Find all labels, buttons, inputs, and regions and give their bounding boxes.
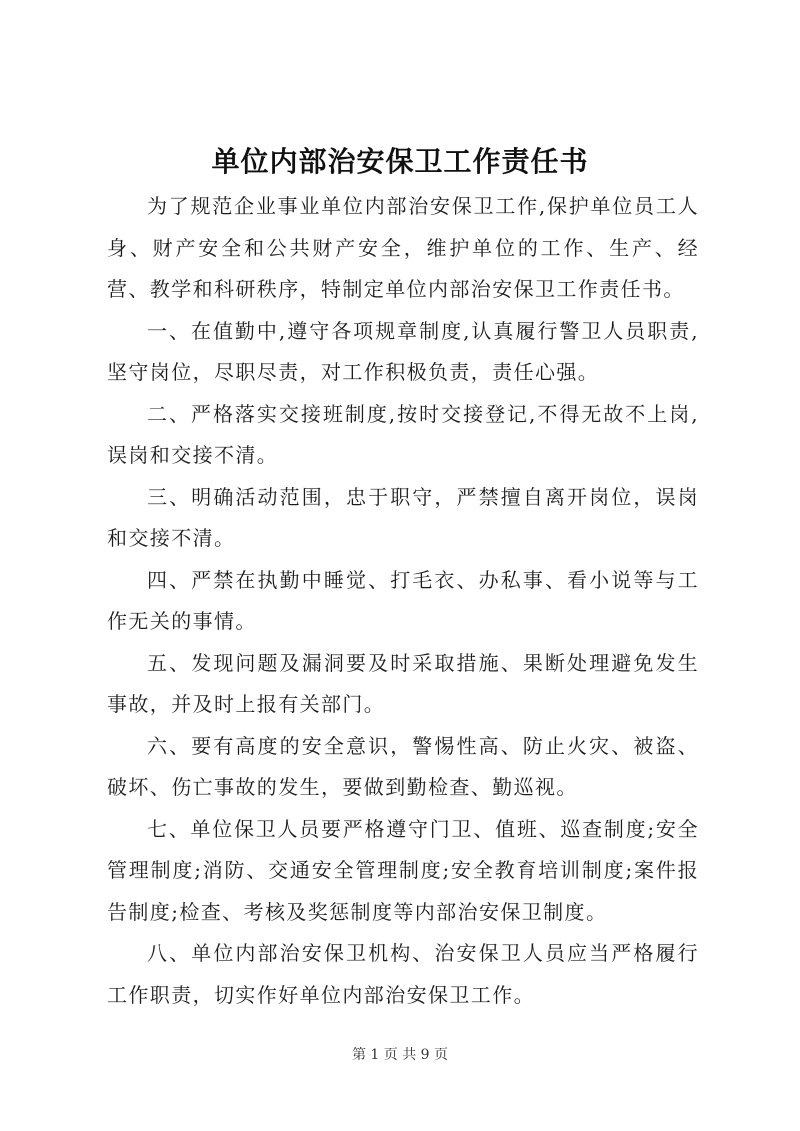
paragraph-item-6: 六、要有高度的安全意识，警惕性高、防止火灾、被盗、破坏、伤亡事故的发生，要做到勤检查、勤巡视。	[107, 733, 699, 799]
paragraph-intro: 为了规范企业事业单位内部治安保卫工作,保护单位员工人身、财产安全和公共财产安全，维护单位的工作、生产、经营、教学和科研秩序，特制定单位内部治安保卫工作责任书。	[107, 194, 699, 301]
paragraph-item-5: 五、发现问题及漏洞要及时采取措施、果断处理避免发生事故，并及时上报有关部门。	[107, 650, 699, 716]
document-body	[107, 186, 699, 1016]
paragraph-item-2: 二、严格落实交接班制度,按时交接登记,不得无故不上岗,误岗和交接不清。	[107, 401, 699, 467]
paragraph-item-3: 三、明确活动范围，忠于职守，严禁擅自离开岗位，误岗和交接不清。	[107, 484, 699, 550]
document-title: 单位内部治安保卫工作责任书	[211, 145, 589, 178]
page-footer: 第 1 页 共 9 页	[351, 1047, 449, 1063]
paragraph-item-7: 七、单位保卫人员要严格遵守门卫、值班、巡查制度;安全管理制度;消防、交通安全管理制度;安全教育培训制度;案件报告制度;检查、考核及奖惩制度等内部治安保卫制度。	[107, 816, 699, 924]
paragraph-item-4: 四、严禁在执勤中睡觉、打毛衣、办私事、看小说等与工作无关的事情。	[107, 567, 699, 633]
paragraph-item-8: 八、单位内部治安保卫机构、治安保卫人员应当严格履行工作职责，切实作好单位内部治安保卫工作。	[107, 941, 699, 1007]
paragraph-item-1: 一、在值勤中,遵守各项规章制度,认真履行警卫人员职责,坚守岗位，尽职尽责，对工作积极负责，责任心强。	[107, 318, 699, 384]
